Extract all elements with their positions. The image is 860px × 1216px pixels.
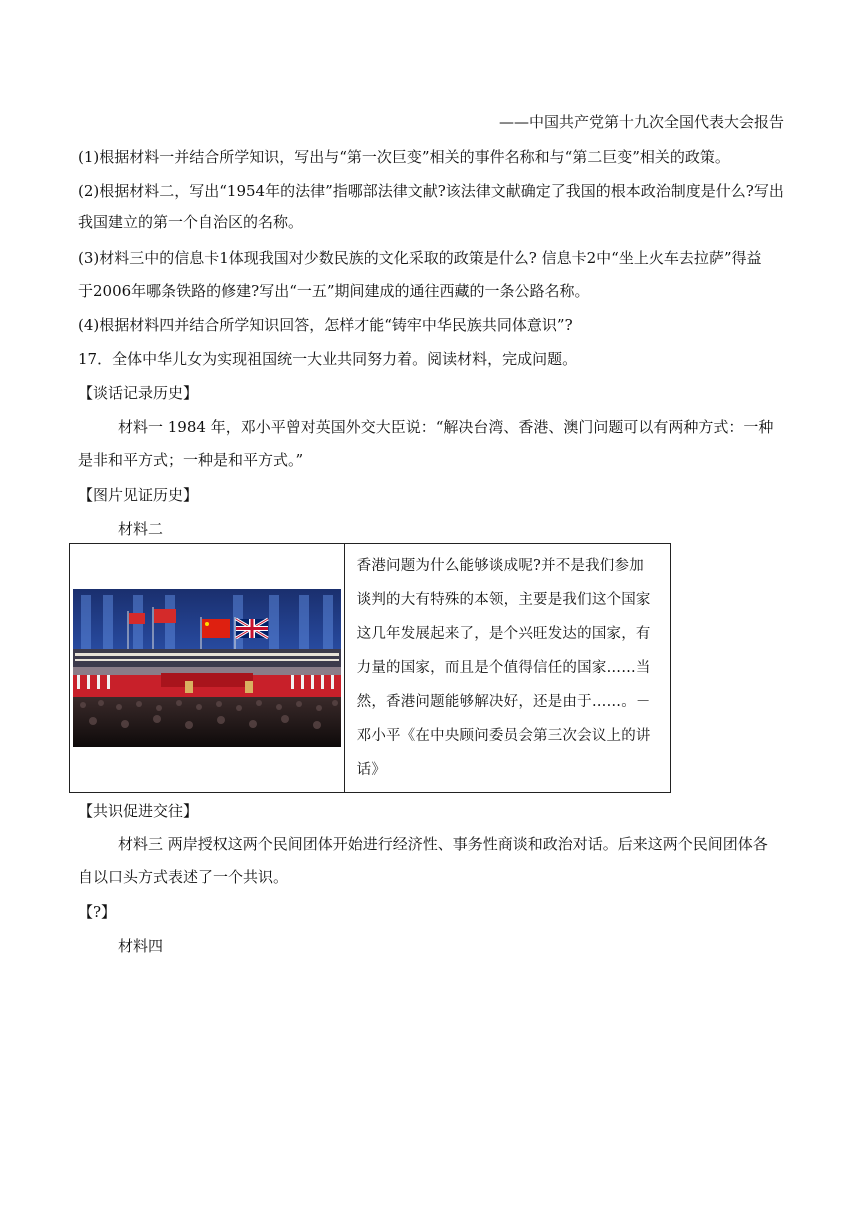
section-title-picture-history: 【图片见证历史】 — [78, 486, 199, 504]
quote-line: 谈判的大有特殊的本领，主要是我们这个国家 — [356, 592, 651, 608]
material-2-photo-cell — [70, 544, 345, 793]
question-3-line-2: 于2006年哪条铁路的修建?写出“一五”期间建成的通往西藏的一条公路名称。 — [78, 282, 590, 300]
question-4: (4)根据材料四并结合所学知识回答，怎样才能“铸牢中华民族共同体意识”? — [78, 316, 573, 334]
quote-line: 话》 — [356, 762, 387, 778]
material-2-table — [69, 543, 671, 793]
quote-line: 力量的国家，而且是个值得信任的国家……当 — [356, 660, 651, 676]
section-title-consensus: 【共识促进交往】 — [78, 802, 199, 820]
section-title-talk-record: 【谈话记录历史】 — [78, 384, 199, 402]
material-1-line-2: 是非和平方式；一种是和平方式。” — [78, 451, 304, 469]
material-1-line-1: 材料一 1984 年，邓小平曾对英国外交大臣说：“解决台湾、香港、澳门问题可以有两种方式：一种 — [118, 418, 774, 436]
material-3-line-2: 自以口头方式表述了一个共识。 — [78, 868, 289, 886]
material-4-label: 材料四 — [118, 937, 164, 955]
quote-line: 香港问题为什么能够谈成呢?并不是我们参加 — [356, 558, 644, 574]
source-line: ——中国共产党第十九次全国代表大会报告 — [498, 113, 784, 131]
photo-handover-ceremony — [73, 589, 341, 747]
question-2-line-1: (2)根据材料二，写出“1954年的法律”指哪部法律文献?该法律文献确定了我国的根本政治制度是什么?写出 — [78, 182, 784, 200]
question-17-stem: 17．全体中华儿女为实现祖国统一大业共同努力着。阅读材料，完成问题。 — [78, 350, 578, 368]
material-2-quote-cell — [344, 544, 670, 793]
question-1: (1)根据材料一并结合所学知识，写出与“第一次巨变”相关的事件名称和与“第二巨变”相关的政策。 — [78, 148, 730, 166]
quote-line: 然，香港问题能够解决好，还是由于……。－ — [356, 694, 651, 710]
material-3-line-1: 材料三 两岸授权这两个民间团体开始进行经济性、事务性商谈和政治对话。后来这两个民间团体各 — [118, 835, 768, 853]
material-2-label: 材料二 — [118, 520, 164, 538]
question-2-line-2: 我国建立的第一个自治区的名称。 — [78, 213, 304, 231]
question-3-line-1: (3)材料三中的信息卡1体现我国对少数民族的文化采取的政策是什么? 信息卡2中“坐上火车去拉萨”得益 — [78, 249, 762, 267]
section-title-unknown: 【?】 — [78, 903, 117, 921]
quote-line: 这几年发展起来了，是个兴旺发达的国家，有 — [356, 626, 651, 642]
quote-line: 邓小平《在中央顾问委员会第三次会议上的讲 — [356, 728, 651, 744]
